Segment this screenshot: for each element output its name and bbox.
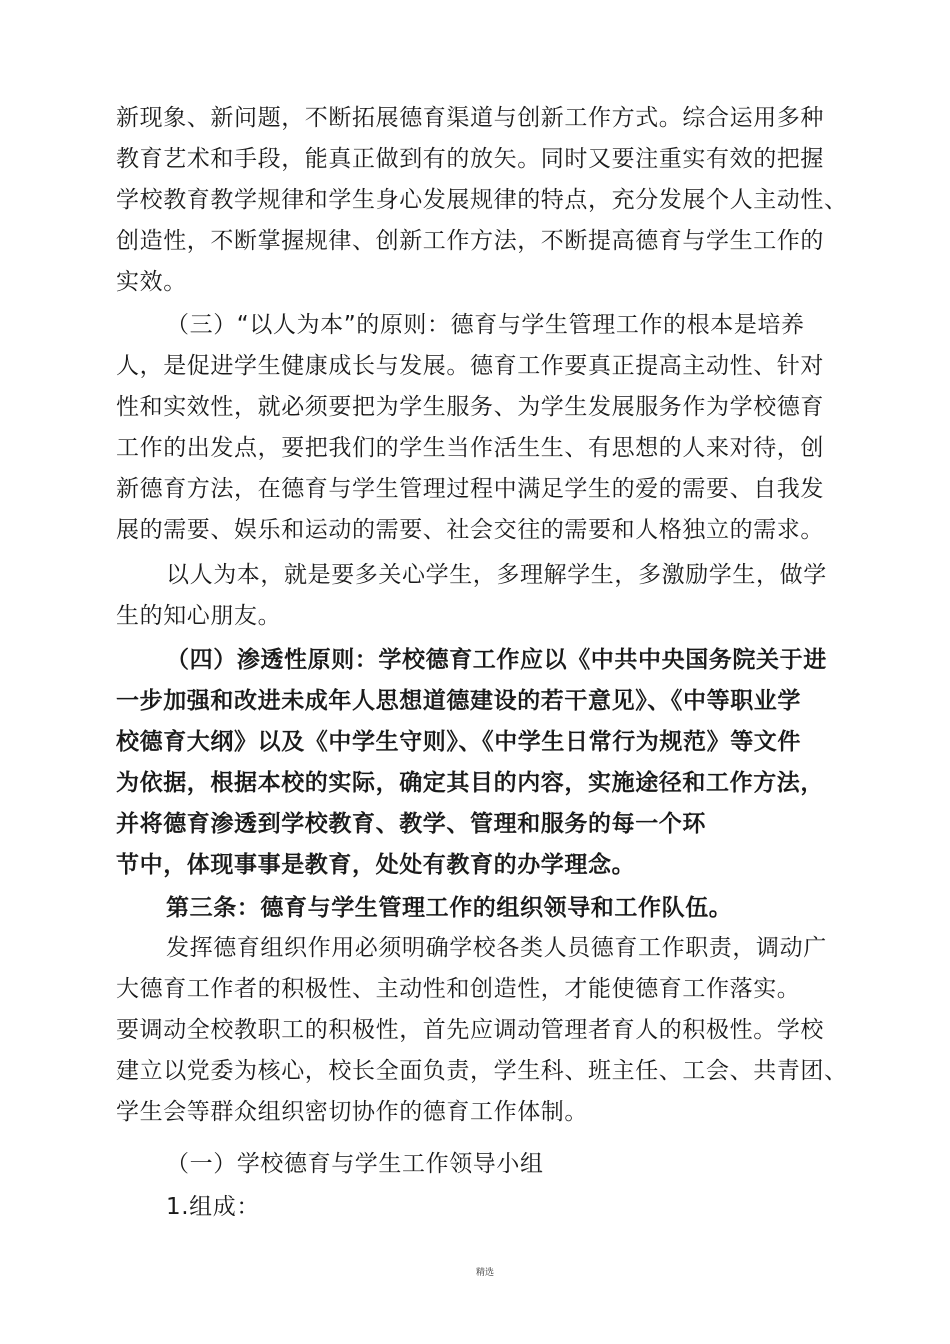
bold-paragraph-line: 并将德育渗透到学校教育、教学、管理和服务的每一个环	[116, 811, 706, 837]
bold-paragraph-line: 一步加强和改进未成年人思想道德建设的若干意见》、《中等职业学	[116, 688, 801, 714]
paragraph-line: 要调动全校教职工的积极性，首先应调动管理者育人的积极性。学校	[116, 1017, 824, 1043]
article-heading: 第三条：德育与学生管理工作的组织领导和工作队伍。	[166, 895, 733, 921]
paragraph-line: 新德育方法，在德育与学生管理过程中满足学生的爱的需要、自我发	[116, 476, 824, 502]
paragraph-line: 教育艺术和手段，能真正做到有的放矢。同时又要注重实有效的把握	[116, 146, 824, 172]
paragraph-line: 学校教育教学规律和学生身心发展规律的特点，充分发展个人主动性、	[116, 187, 848, 213]
subsection-heading: （一）学校德育与学生工作领导小组	[166, 1151, 544, 1177]
paragraph-line: 实效。	[116, 269, 187, 295]
section-heading-4: （四）渗透性原则：学校德育工作应以《中共中央国务院关于进	[166, 647, 827, 673]
paragraph-line: 性和实效性，就必须要把为学生服务、为学生发展服务作为学校德育	[116, 394, 824, 420]
section-heading-3: （三）“以人为本”的原则：德育与学生管理工作的根本是培养	[166, 312, 805, 338]
paragraph-line: 展的需要、娱乐和运动的需要、社会交往的需要和人格独立的需求。	[116, 517, 824, 543]
list-item-label: 1.组成：	[166, 1194, 260, 1220]
paragraph-line: 大德育工作者的积极性、主动性和创造性，才能使德育工作落实。	[116, 976, 801, 1002]
paragraph-line: 人，是促进学生健康成长与发展。德育工作要真正提高主动性、针对	[116, 353, 824, 379]
bold-paragraph-line: 节中，体现事事是教育，处处有教育的办学理念。	[116, 852, 636, 878]
paragraph-line: 建立以党委为核心，校长全面负责，学生科、班主任、工会、共青团、	[116, 1058, 848, 1084]
page-footer-label: 精选	[475, 1268, 494, 1278]
paragraph-line: 生的知心朋友。	[116, 603, 282, 629]
bold-paragraph-line: 校德育大纲》以及《中学生守则》、《中学生日常行为规范》等文件	[116, 729, 801, 755]
bold-paragraph-line: 为依据，根据本校的实际，确定其目的内容，实施途径和工作方法，	[116, 770, 824, 796]
paragraph-line: 工作的出发点，要把我们的学生当作活生生、有思想的人来对待，创	[116, 435, 824, 461]
paragraph-line: 创造性，不断掌握规律、创新工作方法，不断提高德育与学生工作的	[116, 228, 824, 254]
paragraph-line: 新现象、新问题，不断拓展德育渠道与创新工作方式。综合运用多种	[116, 105, 824, 131]
paragraph-line: 发挥德育组织作用必须明确学校各类人员德育工作职责，调动广	[166, 935, 827, 961]
paragraph-line: 以人为本，就是要多关心学生，多理解学生，多激励学生，做学	[166, 562, 827, 588]
paragraph-line: 学生会等群众组织密切协作的德育工作体制。	[116, 1099, 588, 1125]
